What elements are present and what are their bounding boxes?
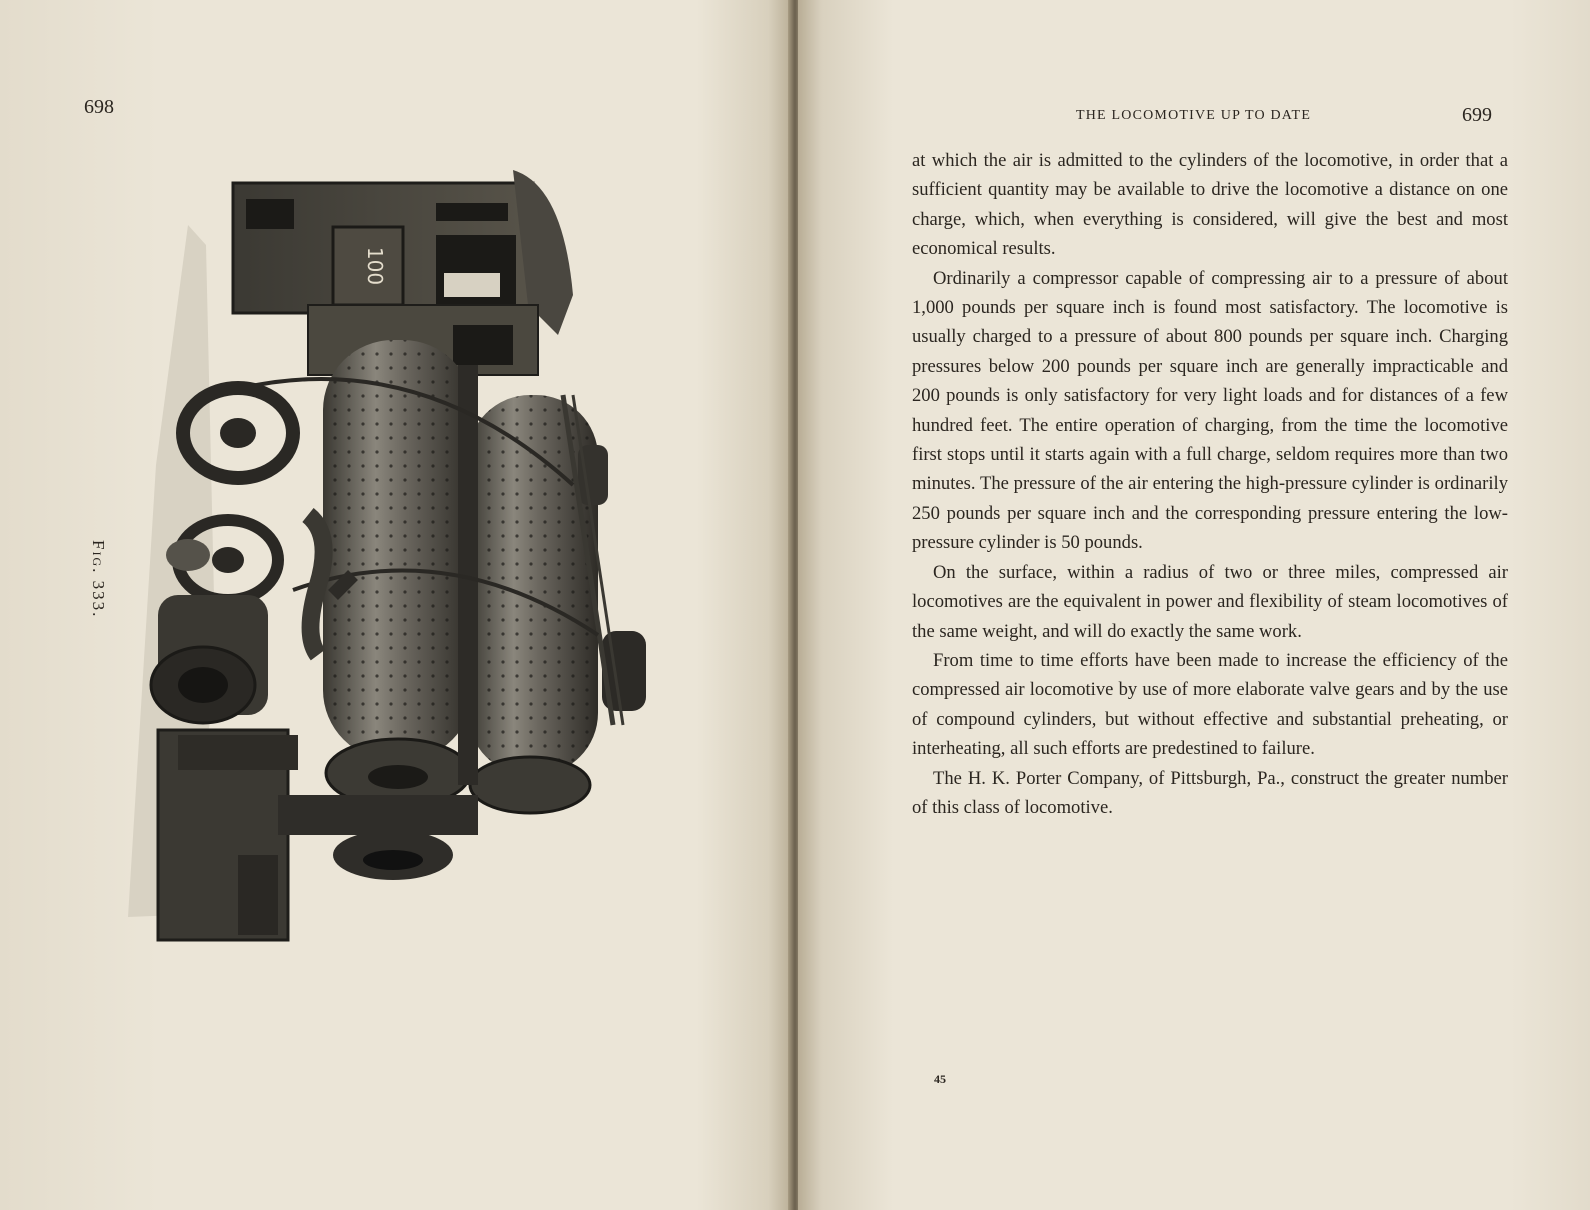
figure-caption: Fig. 333. <box>89 540 108 619</box>
right-page-number: 699 <box>1462 104 1492 126</box>
body-text <box>912 146 1508 822</box>
running-head: THE LOCOMOTIVE UP TO DATE <box>1076 108 1312 123</box>
paragraph-4: From time to time efforts have been made to increase the efficiency of the compressed air locomotive by use of more elaborate valve gears and by the use of compound cylinders, but without effective and substantial preheating, or interheating, all such efforts are predestined to failure. <box>912 649 1508 760</box>
left-page <box>0 0 792 1210</box>
paragraph-1: at which the air is admitted to the cylinders of the locomotive, in order that a sufficient quantity may be available to drive the locomotive a distance on one charge, which, when everything is considered, will give the best and most economical results. <box>912 150 1508 260</box>
paragraph-5: The H. K. Porter Company, of Pittsburgh, Pa., construct the greater number of this class of locomotive. <box>912 767 1508 818</box>
paragraph-2: Ordinarily a compressor capable of compressing air to a pressure of about 1,000 pounds per square inch is found most satisfactory. The locomotive is usually charged to a pressure of about 800 pounds per square inch. Charging pressures below 200 pounds per square inch are generally impracticable and 200 pounds is only satisfactory for very light loads and for distances of a few hundred feet. The entire operation of charging, from the time the locomotive first stops until it starts again with a full charge, seldom requires more than two minutes. The pressure of the air entering the high-pressure cylinder is ordinarily 250 pounds per square inch and the corresponding pressure entering the low-pressure cylinder is 50 pounds. <box>912 267 1508 554</box>
paragraph-3: On the surface, within a radius of two or three miles, compressed air locomotives are the equivalent in power and flexibility of steam locomotives of the same weight, and will do exactly the same work. <box>912 561 1508 642</box>
signature-mark: 45 <box>934 1072 946 1086</box>
locomotive-figure <box>118 165 663 1000</box>
locomotive-number-plate: 100 <box>363 246 387 286</box>
left-page-number: 698 <box>84 96 114 118</box>
